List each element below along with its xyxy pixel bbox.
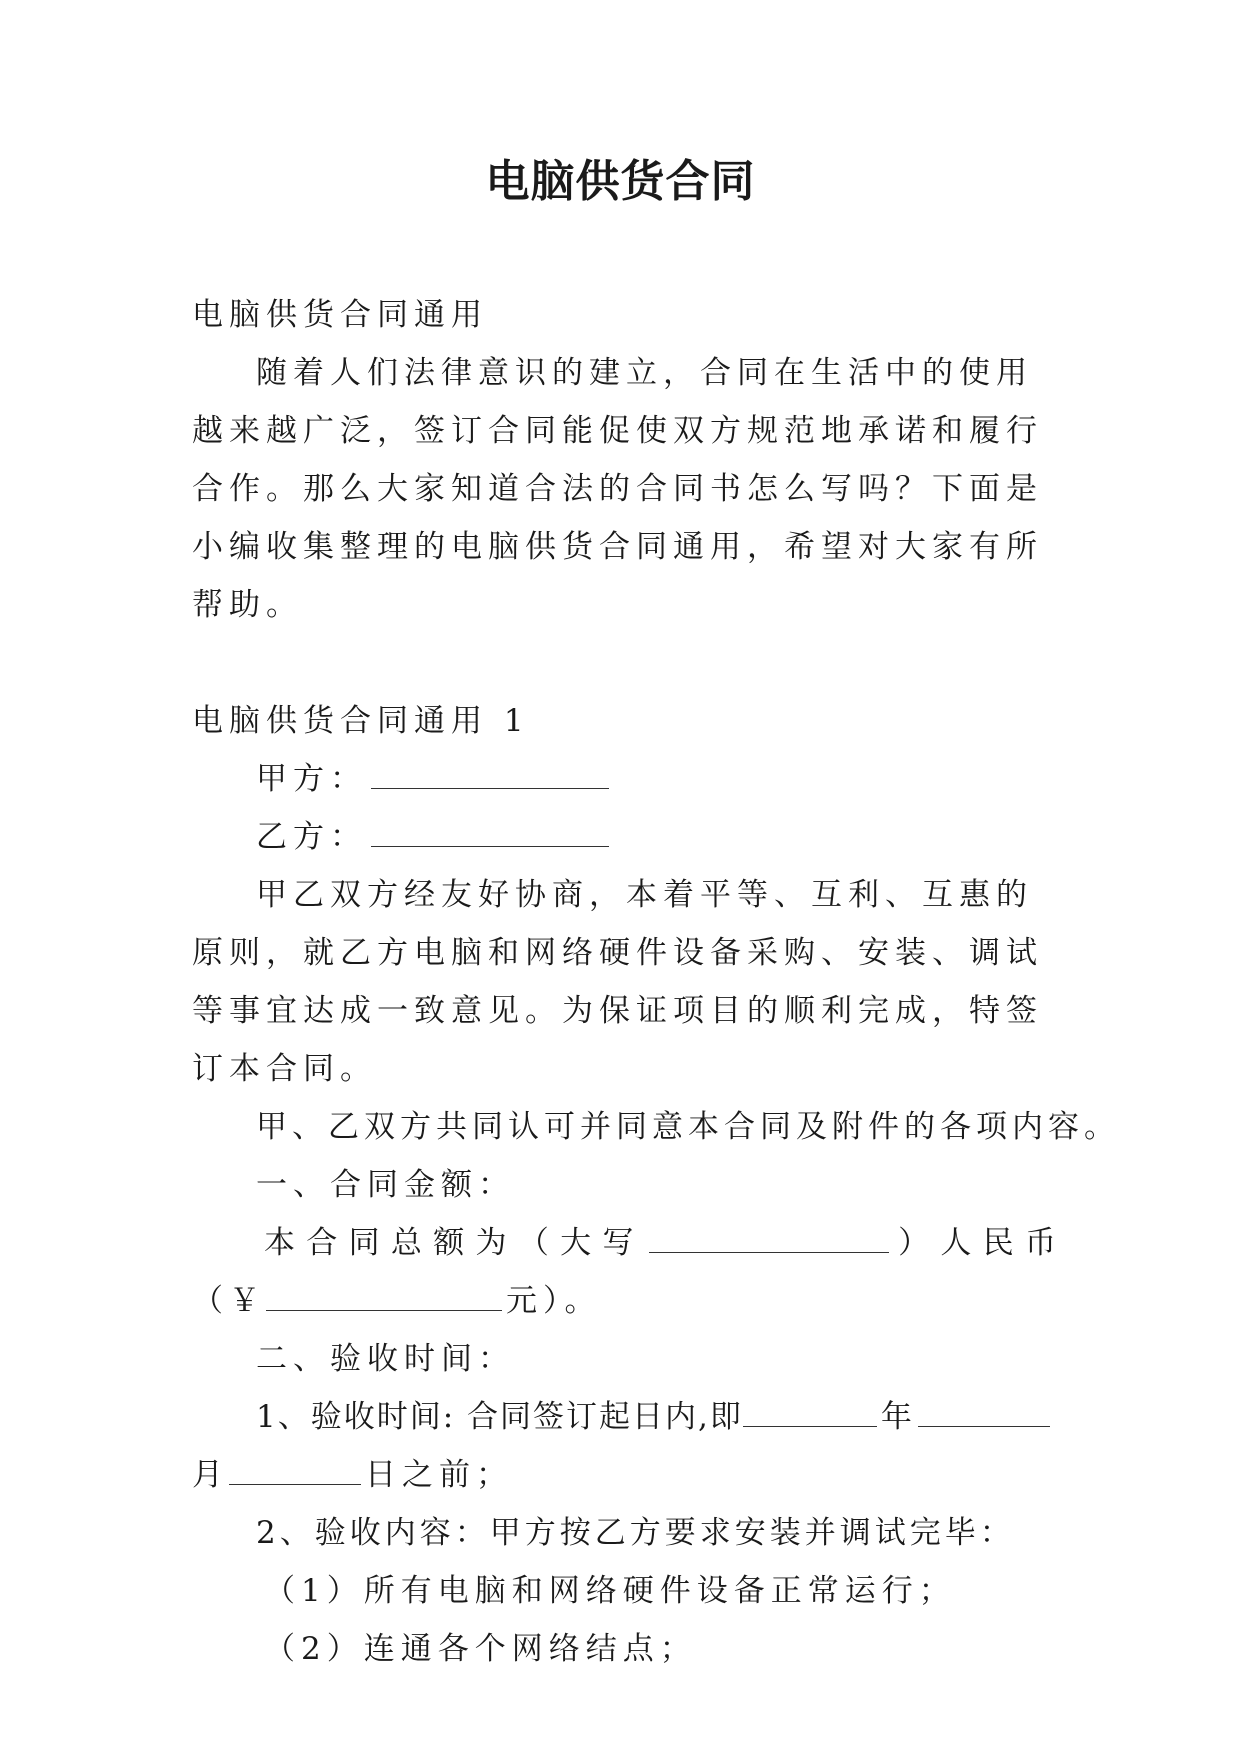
month-blank[interactable]: [918, 1402, 1050, 1427]
amount-prefix: 本合同总额为（大写: [264, 1225, 645, 1261]
list-item: （1）所有电脑和网络硬件设备正常运行；: [264, 1573, 956, 1609]
amount-number-blank[interactable]: [266, 1286, 502, 1311]
accept-paragraph: 甲、乙双方共同认可并同意本合同及附件的各项内容。: [256, 1109, 1120, 1145]
party-a-line: [192, 750, 1062, 808]
agreement-paragraph: 甲乙双方经友好协商，本着平等、互利、互惠的原则，就乙方电脑和网络硬件设备采购、安装、调试等事宜达成一致意见。为保证项目的顺利完成，特签订本合同。: [192, 877, 1043, 1087]
party-a-blank[interactable]: [371, 764, 609, 789]
clause2-heading: 二、验收时间：: [256, 1341, 515, 1377]
amount-yen-prefix: （￥: [192, 1283, 266, 1319]
acceptance-content: 2、验收内容：甲方按乙方要求安装并调试完毕：: [256, 1515, 1015, 1551]
acceptance-date-line: [192, 1446, 1062, 1504]
list-item: （2）连通各个网络结点；: [264, 1631, 697, 1667]
acceptance-time-line: [192, 1388, 1062, 1446]
amount-yen-suffix: 元）。: [506, 1283, 602, 1319]
subtitle: 电脑供货合同通用: [192, 297, 488, 333]
acceptance-time-prefix: 1、验收时间: 合同签订起日内,即: [256, 1399, 743, 1435]
month-label: 月: [192, 1457, 229, 1493]
party-b-blank[interactable]: [371, 822, 609, 847]
party-a-label: 甲方：: [256, 761, 367, 797]
party-b-label: 乙方：: [256, 819, 367, 855]
amount-line: [192, 1214, 1062, 1272]
year-blank[interactable]: [743, 1402, 877, 1427]
clause1-heading: 一、合同金额：: [256, 1167, 515, 1203]
section-heading: 电脑供货合同通用 1: [192, 703, 530, 739]
intro-paragraph: 随着人们法律意识的建立，合同在生活中的使用越来越广泛，签订合同能促使双方规范地承诺和履行合作。那么大家知道合法的合同书怎么写吗？下面是小编收集整理的电脑供货合同通用，希望对大家有所帮助。: [192, 355, 1043, 623]
document-title: 电脑供货合同: [485, 156, 756, 207]
party-b-line: [192, 808, 1062, 866]
amount-yen-line: [192, 1272, 1062, 1330]
amount-mid: ）人民币: [892, 1225, 1063, 1261]
spacer: [192, 634, 1062, 692]
amount-words-blank[interactable]: [649, 1228, 889, 1253]
year-label: 年: [880, 1399, 914, 1435]
day-blank[interactable]: [229, 1460, 361, 1485]
day-suffix: 日之前；: [365, 1457, 513, 1493]
document-body: [192, 286, 1120, 1678]
